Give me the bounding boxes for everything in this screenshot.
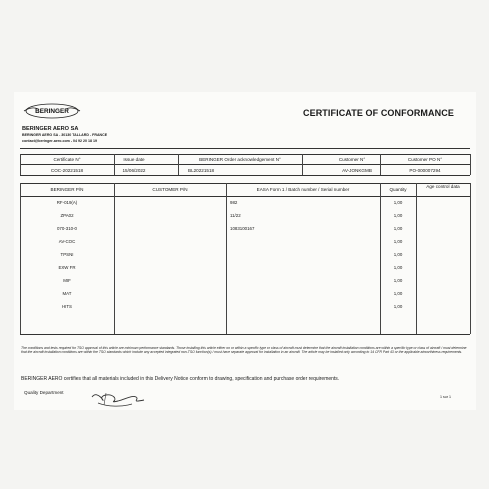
item-easa: 1083100167	[230, 226, 255, 231]
order-ack-number: BL20221518	[188, 167, 215, 173]
header-age-control: Age control data	[426, 183, 460, 189]
beringer-logo	[22, 103, 82, 119]
item-quantity: 1,00	[393, 226, 403, 231]
header-rule	[20, 148, 470, 149]
item-quantity: 1,00	[393, 265, 403, 270]
item-quantity: 1,00	[393, 304, 403, 309]
header-easa: EASA Form 1 / Batch number / Serial number	[256, 187, 350, 192]
header-customer-po: Customer PO N°	[407, 157, 443, 162]
items-table	[20, 183, 470, 335]
certificate-number: COC-20221518	[50, 167, 84, 173]
item-part-number: MIF	[63, 278, 71, 283]
item-part-number: 070-310-0	[56, 226, 78, 231]
header-part-number: BERINGER P/N	[50, 187, 84, 192]
item-part-number: ZPA02	[60, 213, 74, 218]
company-address: BERINGER AERO SA - 30130 TALLARD - FRANCE	[22, 133, 108, 137]
item-quantity: 1,00	[393, 291, 403, 296]
item-quantity: 1,00	[393, 278, 403, 283]
item-part-number: TPSNI	[60, 252, 74, 257]
item-part-number: AV-COC	[58, 239, 76, 244]
header-issue-date: Issue date	[123, 157, 145, 162]
company-contact: contact@beringer-aero.com - 04 92 20 18 19	[22, 139, 98, 143]
item-quantity: 1,00	[393, 213, 403, 218]
header-customer-number: Customer N°	[338, 157, 366, 162]
item-part-number: MAT	[62, 291, 72, 296]
customer-number: AV-JONKGMB	[342, 167, 372, 173]
item-easa: 982	[230, 200, 238, 205]
page-number: 1 sur 1	[440, 395, 451, 399]
logo-text: BERINGER	[35, 108, 69, 115]
quality-signature	[88, 385, 148, 411]
item-quantity: 1,00	[393, 252, 403, 257]
header-quantity: Quantity	[389, 187, 407, 192]
item-easa: 11/22	[230, 213, 241, 218]
item-part-number: EXW FR	[58, 265, 76, 270]
item-part-number: HITS	[61, 304, 72, 309]
company-name: BERINGER AERO SA	[22, 126, 79, 132]
document-title: CERTIFICATE OF CONFORMANCE	[303, 108, 454, 118]
quality-department-label: Quality Department	[24, 390, 64, 395]
header-certificate-number: Certificate N°	[53, 157, 81, 162]
tso-disclaimer: The conditions and tests required for TSO approval of this article are minimum performance standards. Those installing this article either on or within a specific type or class of aircraft must determine that the aircraft installation conditions are within a specific type or class of aircraft / must determine that the aircraft installation conditions are within the TSO standards which include any accepted integrated non-TSO function(s) / must have separate approval for installation in an aircraft. The article may be installed only according to 14 CFR Part 43 or the applicable airworthiness requirements.	[21, 346, 467, 355]
summary-table	[20, 154, 470, 176]
customer-po: PO-000007294	[409, 167, 441, 173]
issue-date: 15/06/2022	[122, 167, 146, 173]
header-order-ack: BERINGER Order acknowledgement N°	[199, 157, 281, 162]
header-customer-pn: CUSTOMER P/N	[152, 187, 188, 192]
item-quantity: 1,00	[393, 200, 403, 205]
item-quantity: 1,00	[393, 239, 403, 244]
item-part-number: RF-019(A)	[56, 200, 78, 205]
conformity-statement: BERINGER AERO certifies that all materials included in this Delivery Notice conform to drawing, specification and purchase order requirements.	[21, 376, 340, 382]
